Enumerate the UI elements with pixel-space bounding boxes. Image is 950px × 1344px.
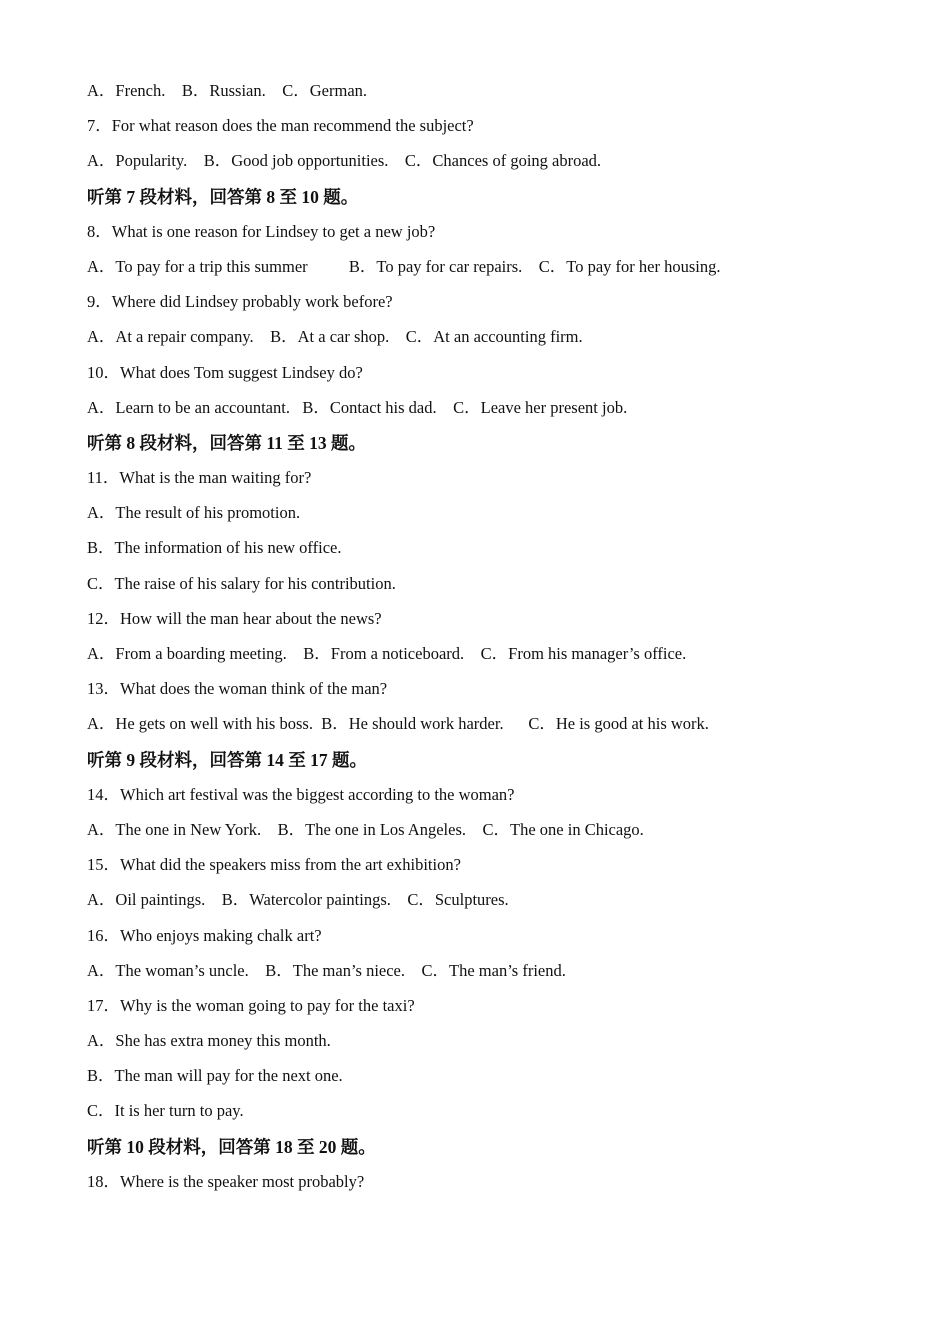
option-line: A．The result of his promotion.	[87, 503, 301, 523]
option-line: C．It is her turn to pay.	[87, 1101, 244, 1121]
question-line: 17．Why is the woman going to pay for the taxi?	[87, 995, 415, 1015]
question-line: 10．What does Tom suggest Lindsey do?	[87, 362, 363, 382]
option-line: A．At a repair company. B．At a car shop. C．At an accounting firm.	[87, 327, 583, 347]
question-line: 13．What does the woman think of the man?	[87, 679, 388, 699]
option-line: A．The one in New York. B．The one in Los Angeles. C．The one in Chicago.	[87, 819, 644, 839]
question-line: 8．What is one reason for Lindsey to get a new job?	[87, 221, 436, 241]
question-line: 14．Which art festival was the biggest according to the woman?	[87, 784, 515, 804]
option-line: C．The raise of his salary for his contribution.	[87, 573, 396, 593]
option-line: A．The woman’s uncle. B．The man’s niece. C．The man’s friend.	[87, 960, 566, 980]
question-line: 9．Where did Lindsey probably work before?	[87, 292, 393, 312]
document-page	[87, 78, 887, 1204]
option-line: A．French. B．Russian. C．German.	[87, 81, 368, 100]
question-line: 7．For what reason does the man recommend the subject?	[87, 116, 474, 136]
section-heading: 听第 10 段材料，回答第 18 至 20 题。	[87, 1136, 376, 1157]
option-line: A．Popularity. B．Good job opportunities. C．Chances of going abroad.	[87, 151, 602, 171]
section-heading: 听第 9 段材料，回答第 14 至 17 题。	[87, 749, 367, 770]
section-heading: 听第 8 段材料，回答第 11 至 13 题。	[87, 432, 367, 453]
question-line: 18．Where is the speaker most probably?	[87, 1171, 365, 1191]
option-line: A．She has extra money this month.	[87, 1031, 331, 1051]
option-line: B．The man will pay for the next one.	[87, 1066, 343, 1086]
question-line: 12．How will the man hear about the news?	[87, 608, 382, 628]
option-line: B．The information of his new office.	[87, 538, 342, 558]
option-line: A．From a boarding meeting. B．From a noticeboard. C．From his manager’s office.	[87, 644, 687, 663]
option-line: A．He gets on well with his boss. B．He should work harder. C．He is good at his work.	[87, 714, 709, 734]
option-line: A．To pay for a trip this summer B．To pay for car repairs. C．To pay for her housing.	[87, 256, 721, 276]
section-heading: 听第 7 段材料，回答第 8 至 10 题。	[87, 186, 359, 207]
option-line: A．Learn to be an accountant. B．Contact his dad. C．Leave her present job.	[87, 397, 628, 417]
option-line: A．Oil paintings. B．Watercolor paintings. C．Sculptures.	[87, 890, 509, 910]
question-line: 11．What is the man waiting for?	[87, 468, 312, 488]
question-line: 16．Who enjoys making chalk art?	[87, 925, 322, 945]
question-line: 15．What did the speakers miss from the art exhibition?	[87, 855, 461, 875]
